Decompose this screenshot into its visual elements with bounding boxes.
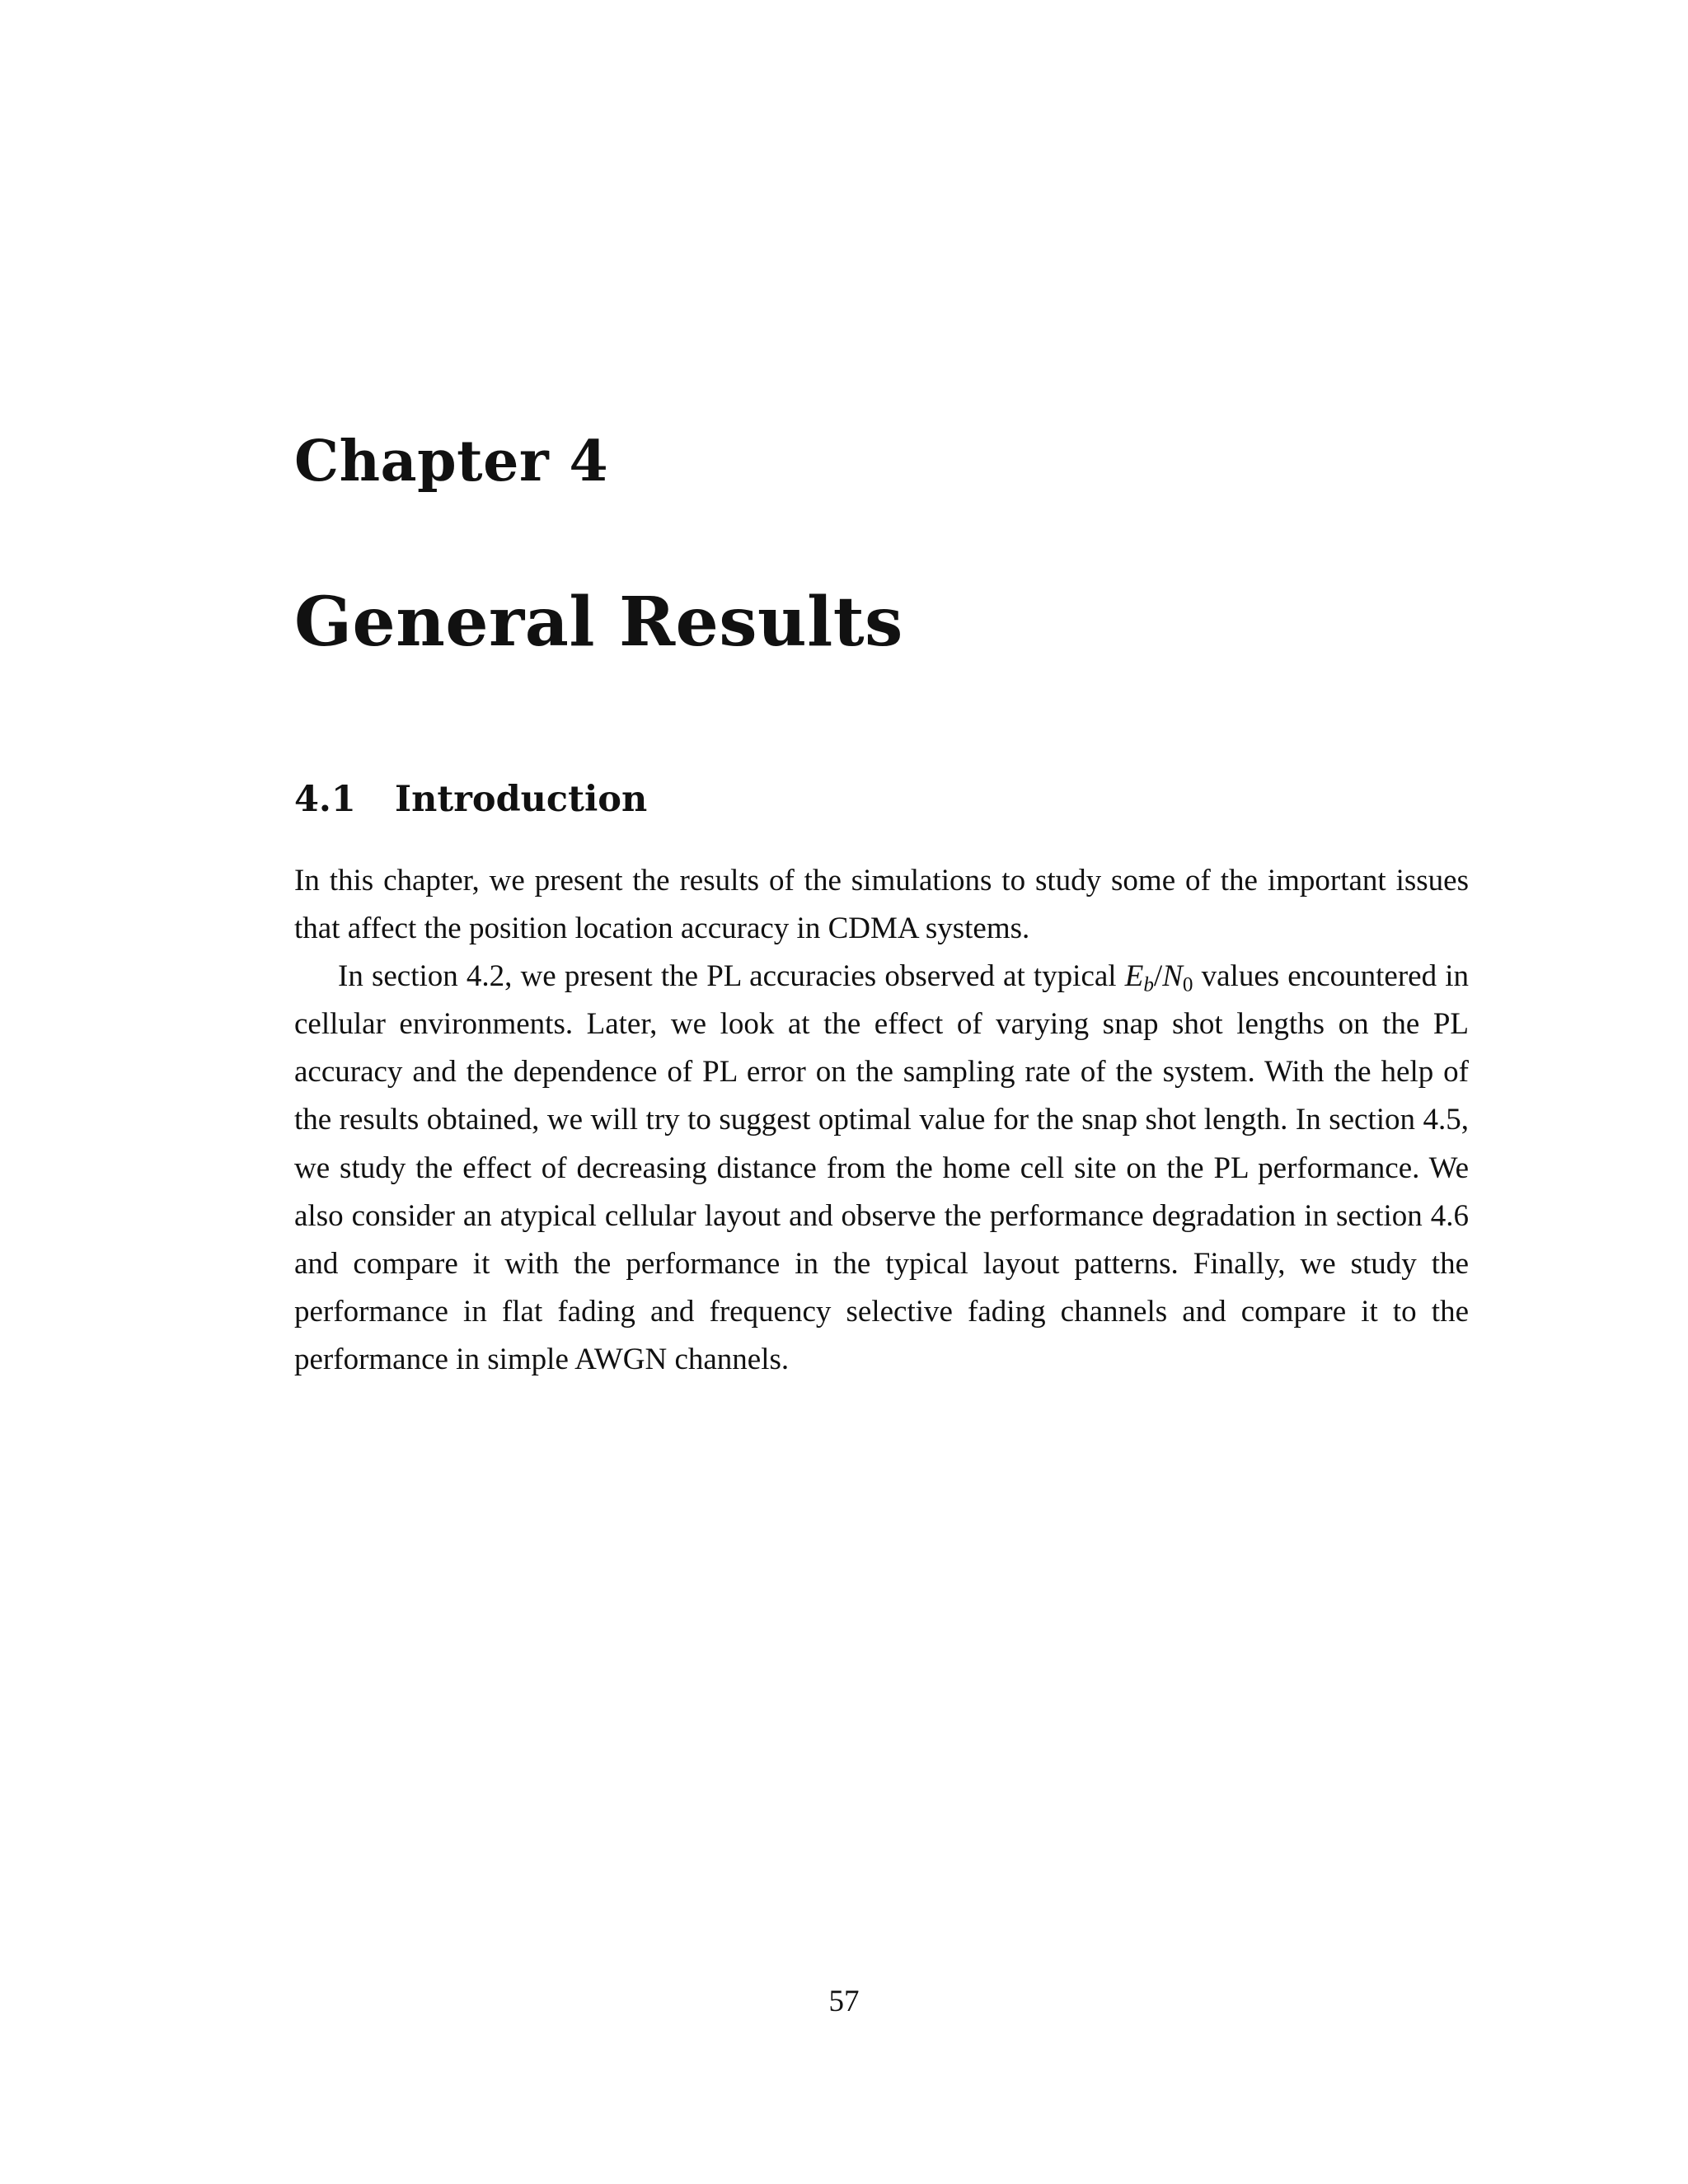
- math-n-subscript: 0: [1182, 973, 1193, 996]
- math-n: N: [1162, 959, 1183, 994]
- math-slash: /: [1153, 959, 1163, 994]
- section-heading: [294, 775, 647, 824]
- chapter-title: General Results: [294, 583, 903, 662]
- body-text: [294, 857, 1469, 1384]
- math-e: E: [1124, 959, 1144, 994]
- section-title: Introduction: [395, 779, 648, 820]
- chapter-label: Chapter 4: [294, 429, 609, 494]
- paragraph-2-text-before-math: In section 4.2, we present the PL accuracies observed at typical: [338, 959, 1125, 994]
- page-number: 57: [828, 1985, 860, 2018]
- paragraph-2: [294, 953, 1469, 1384]
- math-e-subscript: b: [1143, 973, 1154, 996]
- paragraph-2-text-after-math: values encountered in cellular environments. Later, we look at the effect of varying snap shot lengths on the PL accuracy and the dependence of PL error on the sampling rate of the system. With the help of the results obtained, we will try to suggest optimal value for the snap shot length. In section 4.5, we study the effect of decreasing distance from the home cell site on the PL performance. We also consider an atypical cellular layout and observe the performance degradation in section 4.6 and compare it with the performance in the typical layout patterns. Finally, we study the performance in flat fading and frequency selective fading channels and compare it to the performance in simple AWGN channels.: [294, 959, 1470, 1376]
- paragraph-1: In this chapter, we present the results of the simulations to study some of the important issues that affect the position location accuracy in CDMA systems.: [294, 864, 1469, 946]
- eb-n0-math-expression: [1124, 959, 1193, 996]
- section-number: 4.1: [294, 779, 356, 820]
